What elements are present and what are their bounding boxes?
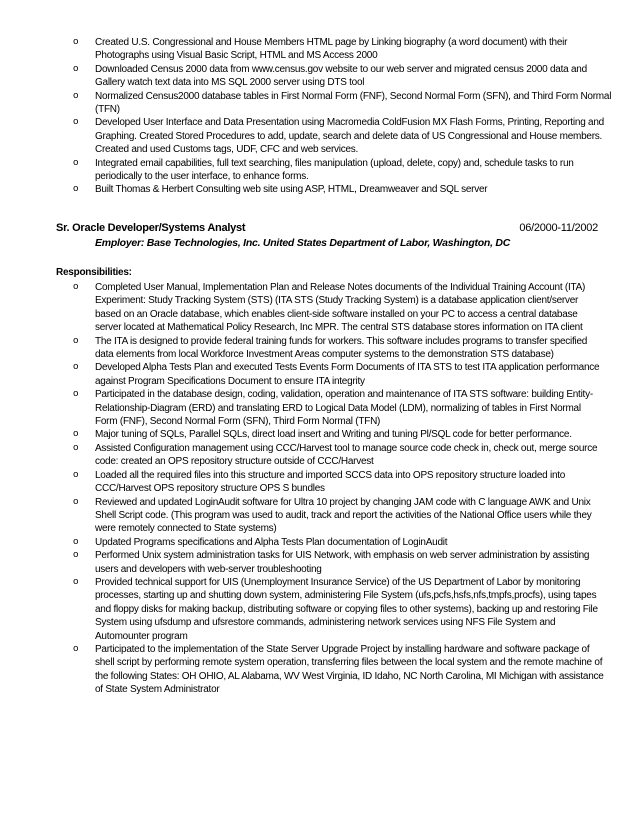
list-item: [73, 116, 615, 156]
list-item: [73, 281, 605, 335]
list-item: [73, 469, 605, 496]
bullet-text: Updated Programs specifications and Alpha Tests Plan documentation of LoginAudit: [95, 536, 448, 548]
bullet-icon: o: [73, 550, 79, 561]
bullet-text: Performed Unix system administration tasks for UIS Network, with emphasis on web server administration by assisting users and developers with web-server troubleshooting: [95, 550, 590, 575]
bullet-text: Completed User Manual, Implementation Plan and Release Notes documents of the Individual Training Account (ITA) Experiment: Study Tracking System (STS) (ITA STS (Study Tracking System) is a database application client/server based on an Oracle database, which enables client-side software installed on your PC to access a central database server located at Mathematical Policy Research, Inc MPR. The central STS database stores information on ITA client: [95, 282, 586, 334]
bullet-icon: o: [73, 157, 79, 168]
list-item: [73, 549, 605, 576]
list-item: [73, 36, 615, 63]
responsibilities-heading: Responsibilities:: [56, 267, 132, 278]
bullet-icon: o: [73, 429, 79, 440]
list-item: [73, 643, 605, 697]
bullet-icon: o: [73, 90, 79, 101]
list-item: [73, 183, 615, 196]
bullet-icon: o: [73, 643, 79, 654]
bullet-text: Created U.S. Congressional and House Members HTML page by Linking biography (a word document) with their Photographs using Visual Basic Script, HTML and MS Access 2000: [95, 37, 568, 62]
job-dates: 06/2000-11/2002: [519, 222, 598, 234]
previous-job-bullet-list: [73, 36, 615, 197]
bullet-text: Major tuning of SQLs, Parallel SQLs, direct load insert and Writing and tuning Pl/SQL code for better performance.: [95, 429, 572, 441]
list-item: [73, 442, 605, 469]
bullet-text: Loaded all the required files into this structure and imported SCCS data into OPS repository structure loaded into CCC/Harvest OPS repository structure OPS S bundles: [95, 469, 566, 495]
bullet-text: The ITA is designed to provide federal training funds for workers. This software includes programs to transfer specified data elements from local Workforce Investment Areas computer systems to the demonstration STS database): [95, 335, 588, 361]
list-item: [73, 428, 605, 441]
responsibilities-list: [73, 281, 605, 697]
bullet-icon: o: [73, 184, 79, 195]
bullet-text: Developed Alpha Tests Plan and executed Tests Events Form Documents of ITA STS to test ITA application performance against Program Specifications Document to ensure ITA integrity: [95, 362, 600, 387]
bullet-text: Reviewed and updated LoginAudit software for Ultra 10 project by changing JAM code with C language AWK and Unix Shell Script code. (This program was used to audit, track and report the activities of the National Office users while they were remotely connected to State systems): [95, 496, 592, 535]
bullet-text: Assisted Configuration management using CCC/Harvest tool to manage source code check in, check out, merge source code: created an OPS repository structure outside of CCC/Harvest: [95, 442, 598, 468]
list-item: [73, 335, 605, 362]
bullet-icon: o: [73, 37, 79, 47]
list-item: [73, 576, 605, 643]
list-item: [73, 496, 605, 536]
bullet-text: Participated in the database design, coding, validation, operation and maintenance of ITA STS software: building Entity-Relationship-Diagram (ERD) and translating ERD to Logical Data Model (LDM), normalizing of tables in First Normal Form (FNF), Second Normal Form (SFN), Third Form Normal (TFN): [95, 389, 593, 428]
list-item: [73, 90, 615, 117]
bullet-icon: o: [73, 117, 79, 128]
bullet-icon: o: [73, 335, 79, 346]
list-item: [73, 388, 605, 428]
bullet-text: Integrated email capabilities, full text searching, files manipulation (upload, delete, copy) and, schedule tasks to run periodically to the user interface, to enhance forms.: [95, 157, 574, 183]
bullet-text: Participated to the implementation of the State Server Upgrade Project by installing hardware and software package of shell script by performing remote system operation, transferring files between the local system and the remote machine of the following States: OH OHIO, AL Alabama, WV West Virginia, ID Idaho, NC North Carolina, MI Michigan with assistance of State System Administrator: [95, 643, 604, 696]
bullet-icon: o: [73, 496, 79, 507]
bullet-icon: o: [73, 362, 79, 373]
bullet-icon: o: [73, 536, 79, 547]
bullet-icon: o: [73, 389, 79, 400]
bullet-icon: o: [73, 282, 79, 292]
bullet-text: Provided technical support for UIS (Unemployment Insurance Service) of the US Department of Labor by monitoring processes, starting up and shutting down system, administering File System (ufs,pcfs,hsfs,nfs,tmpfs,procfs), using tapes and floppy disks for making backup, distributing software or copying files to other systems), backing up and restoring File System using ufsdump and ufsrestore commands, administering network services using NFS File System and Automounter program: [95, 576, 598, 642]
bullet-icon: o: [73, 576, 79, 587]
bullet-text: Developed User Interface and Data Presentation using Macromedia ColdFusion MX Flash Forms, Printing, Reporting and Graphing. Created Stored Procedures to add, update, search and delete data of US Congressional and House members. Created and used Customs tags, UDF, CFC and web services.: [95, 117, 604, 156]
bullet-text: Built Thomas & Herbert Consulting web site using ASP, HTML, Dreamweaver and SQL server: [95, 184, 488, 196]
employer-line: Employer: Base Technologies, Inc. United States Department of Labor, Washington, DC: [95, 237, 511, 249]
bullet-text: Downloaded Census 2000 data from www.census.gov website to our web server and migrated census 2000 data and Gallery watch text data into MS SQL 2000 server using DTS tool: [95, 63, 587, 89]
list-item: [73, 63, 615, 90]
bullet-icon: o: [73, 63, 79, 74]
job-title: Sr. Oracle Developer/Systems Analyst: [56, 222, 246, 234]
bullet-text: Normalized Census2000 database tables in First Normal Form (FNF), Second Normal Form (SFN), and Third Form Normal (TFN): [95, 90, 612, 116]
list-item: [73, 536, 605, 549]
bullet-icon: o: [73, 442, 79, 453]
list-item: [73, 157, 615, 184]
bullet-icon: o: [73, 469, 79, 480]
list-item: [73, 361, 605, 388]
